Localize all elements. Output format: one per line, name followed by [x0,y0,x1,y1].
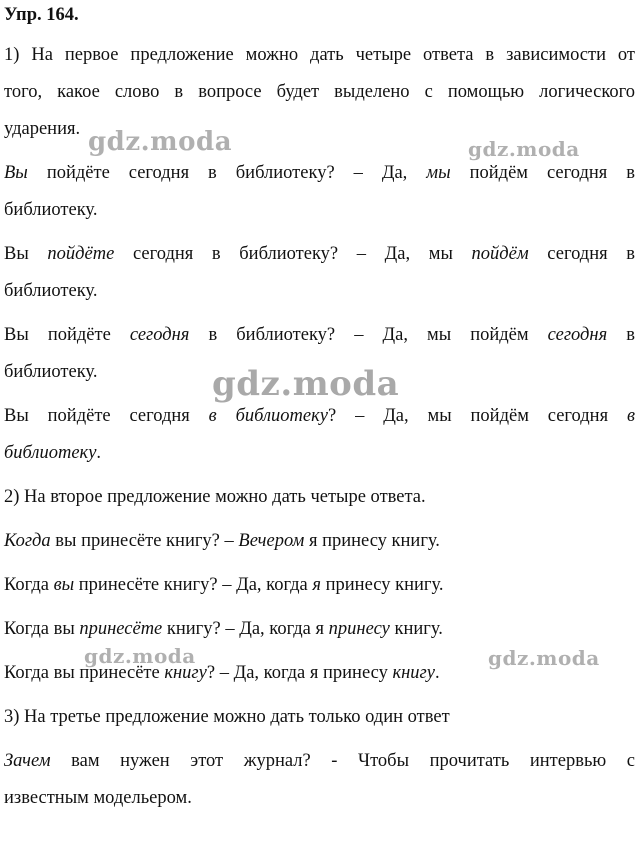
emphasis: я [312,575,321,595]
question-1: Когда вы принесёте книгу? – Вечером я принесу книгу. [4,531,440,551]
emphasis: вы [53,575,75,595]
sentence-4-line-2: библиотеку. [4,443,102,463]
emphasis: сегодня [129,325,190,345]
sentence-5-line-2: известным модельером. [4,788,192,808]
sentence-1-line-2: библиотеку. [4,200,98,220]
emphasis: принесу [328,619,390,639]
sentence-3-line-1: Вы пойдёте сегодня в библиотеку? – Да, мы пойдём сегодня в [4,325,635,345]
emphasis: Зачем [4,751,51,771]
emphasis: мы [426,163,451,183]
emphasis: в [626,406,635,426]
emphasis: принесёте [79,619,163,639]
sentence-3-line-2: библиотеку. [4,362,98,382]
question-4: Когда вы принесёте книгу? – Да, когда я принесу книгу. [4,663,440,683]
emphasis: сегодня [547,325,608,345]
emphasis: пойдёте [47,244,115,264]
watermark: gdz.moda [488,646,600,670]
emphasis: Вечером [238,531,305,551]
emphasis: Вы [4,163,28,183]
paragraph-1-line-3: ударения. [4,119,81,139]
emphasis: книгу [392,663,435,683]
watermark: gdz.moda [84,644,196,668]
exercise-title: Упр. 164. [4,5,79,25]
sentence-1-line-1: Вы пойдёте сегодня в библиотеку? – Да, мы пойдём сегодня в [4,163,635,183]
sentence-2-line-2: библиотеку. [4,281,98,301]
watermark: gdz.moda [88,127,233,157]
paragraph-2: 2) На второе предложение можно дать четыре ответа. [4,487,426,507]
emphasis: книгу [164,663,207,683]
watermark: gdz.moda [468,137,580,161]
emphasis: библиотеку [4,443,97,463]
question-2: Когда вы принесёте книгу? – Да, когда я принесу книгу. [4,575,444,595]
paragraph-3: 3) На третье предложение можно дать только один ответ [4,707,450,727]
emphasis: Когда [4,531,51,551]
question-3: Когда вы принесёте книгу? – Да, когда я принесу книгу. [4,619,443,639]
emphasis: в библиотеку [208,406,328,426]
paragraph-1-line-1: 1) На первое предложение можно дать четыре ответа в зависимости от [4,45,635,65]
watermark: gdz.moda [212,364,400,404]
sentence-2-line-1: Вы пойдёте сегодня в библиотеку? – Да, мы пойдём сегодня в [4,244,635,264]
sentence-5-line-1: Зачем вам нужен этот журнал? - Чтобы прочитать интервью с [4,751,635,771]
sentence-4-line-1: Вы пойдёте сегодня в библиотеку? – Да, мы пойдём сегодня в [4,406,635,426]
paragraph-1-line-2: того, какое слово в вопросе будет выделено с помощью логического [4,82,635,102]
emphasis: пойдём [471,244,529,264]
